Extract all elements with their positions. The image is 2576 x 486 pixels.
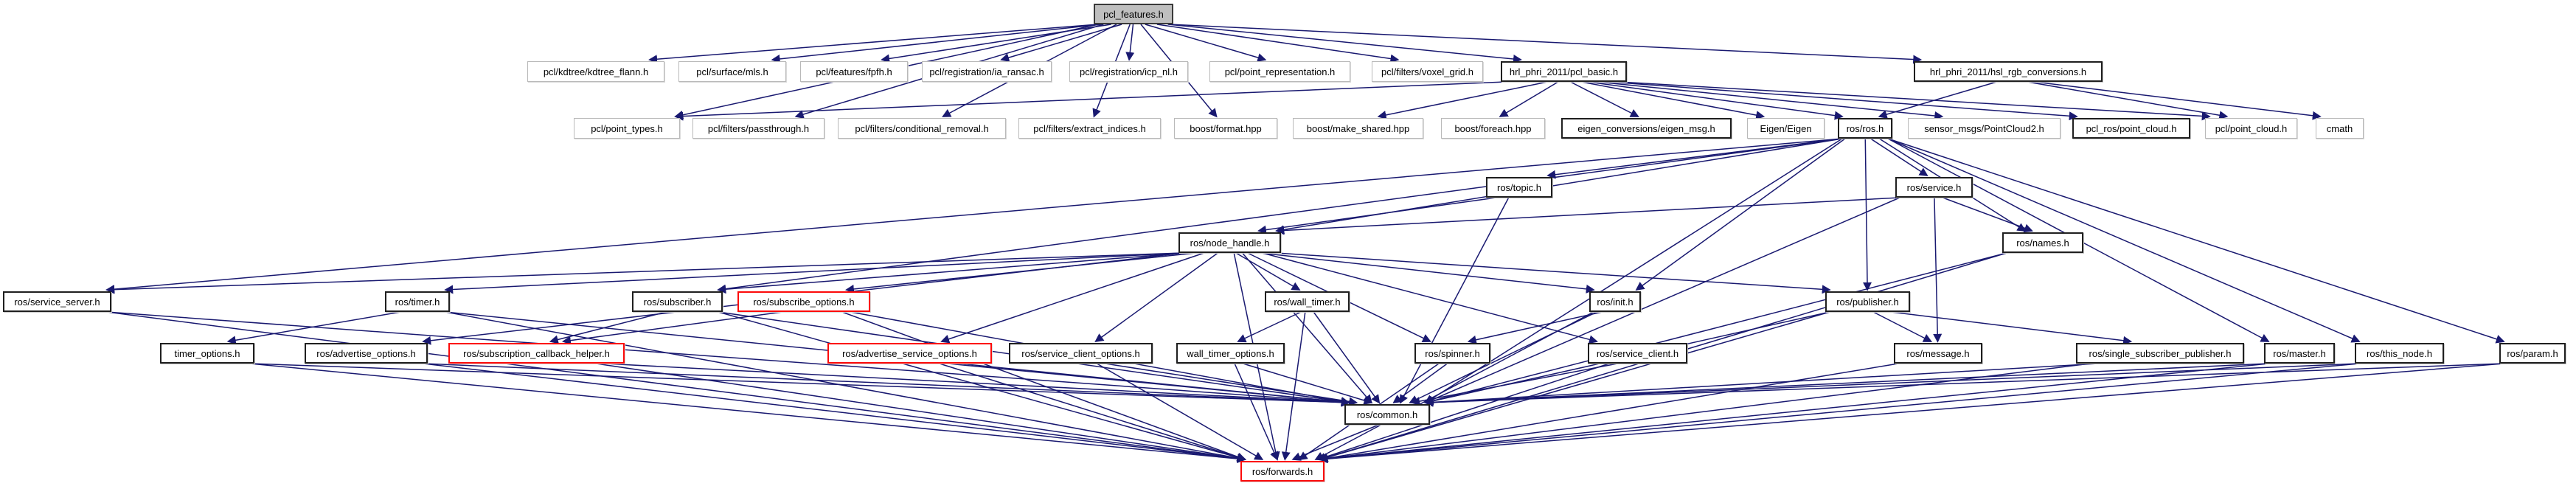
graph-edge-ros_ros-to-this_node: [1888, 139, 2359, 341]
graph-edge-service_server-to-forwards: [107, 312, 1245, 459]
graph-edge-wall_timer_options-to-forwards: [1235, 364, 1277, 459]
graph-node-label: ros/advertise_options.h: [316, 347, 416, 359]
graph-edge-features-to-mls: [772, 24, 1101, 60]
graph-edge-features-to-hsl: [1169, 24, 1920, 60]
graph-edge-hsl-to-ros_ros: [1879, 82, 1996, 117]
graph-node-label: timer_options.h: [174, 347, 240, 359]
graph-edge-node_handle-to-timer: [445, 253, 1183, 290]
graph-node-pcl-ros-pc[interactable]: [2072, 118, 2190, 139]
graph-node-wall-timer-options[interactable]: [1176, 343, 1285, 364]
graph-node-label: pcl/point_cloud.h: [2215, 122, 2288, 134]
graph-edge-ssp-to-forwards: [1320, 364, 2090, 459]
graph-node-foreach: [1441, 118, 1545, 139]
graph-node-label: pcl/filters/conditional_removal.h: [855, 122, 989, 134]
graph-node-format: [1174, 118, 1277, 139]
graph-node-service-server[interactable]: [3, 291, 111, 312]
graph-node-label: ros/init.h: [1597, 296, 1634, 308]
graph-node-service-client-options[interactable]: [1009, 343, 1153, 364]
graph-edge-node_handle-to-init: [1260, 253, 1594, 290]
graph-node-label: pcl/registration/ia_ransac.h: [929, 66, 1044, 77]
graph-node-subscribe-options[interactable]: [737, 291, 870, 312]
graph-edge-subscriber-to-sub_cb_helper: [551, 312, 667, 341]
graph-node-init[interactable]: [1589, 291, 1641, 312]
graph-node-icp-nl: [1069, 61, 1188, 82]
graph-node-label: hrl_phri_2011/pcl_basic.h: [1509, 66, 1619, 77]
graph-node-label: ros/this_node.h: [2367, 347, 2432, 359]
graph-node-label: pcl_features.h: [1103, 8, 1164, 20]
graph-node-label: pcl/surface/mls.h: [696, 66, 768, 77]
graph-edge-wall_timer-to-forwards: [1285, 312, 1305, 459]
graph-edge-adv_service_options-to-common: [948, 364, 1349, 403]
graph-node-label: ros/common.h: [1356, 409, 1418, 420]
graph-node-param[interactable]: [2499, 343, 2566, 364]
graph-edge-subscriber-to-forwards: [718, 312, 1245, 459]
graph-node-label: ros/node_handle.h: [1190, 237, 1270, 249]
graph-node-point-rep: [1209, 61, 1350, 82]
graph-node-label: ros/master.h: [2273, 347, 2326, 359]
graph-edge-topic-to-common: [1400, 198, 1509, 403]
graph-node-names[interactable]: [2002, 232, 2083, 253]
graph-node-label: ros/subscribe_options.h: [753, 296, 855, 308]
graph-node-wall-timer[interactable]: [1265, 291, 1350, 312]
graph-node-label: ros/single_subscriber_publisher.h: [2089, 347, 2232, 359]
graph-edge-node_handle-to-publisher: [1277, 253, 1830, 290]
graph-node-cmath: [2316, 118, 2364, 139]
graph-node-label: sensor_msgs/PointCloud2.h: [1924, 122, 2044, 134]
graph-edge-pcl_basic-to-make_shared: [1378, 82, 1547, 117]
graph-node-node-handle[interactable]: [1178, 232, 1281, 253]
graph-node-label: pcl_ros/point_cloud.h: [2086, 122, 2177, 134]
graph-edge-pcl_basic-to-pcl_pc: [1619, 82, 2209, 117]
graph-node-label: ros/topic.h: [1497, 181, 1541, 193]
graph-node-label: ros/subscription_callback_helper.h: [463, 347, 610, 359]
graph-node-voxel: [1372, 61, 1483, 82]
graph-node-spinner[interactable]: [1414, 343, 1490, 364]
graph-node-features: [1094, 4, 1173, 24]
graph-edge-publisher-to-forwards: [1320, 312, 1830, 459]
graph-edge-features-to-fpfh: [882, 24, 1111, 60]
graph-node-forwards[interactable]: [1240, 461, 1325, 482]
graph-node-label: pcl/registration/icp_nl.h: [1080, 66, 1178, 77]
graph-node-label: ros/message.h: [1906, 347, 1970, 359]
graph-edge-pcl_basic-to-pc2: [1597, 82, 1942, 117]
graph-edge-features-to-point_rep: [1145, 24, 1266, 60]
graph-node-adv-service-options[interactable]: [827, 343, 992, 364]
graph-node-label: pcl/kdtree/kdtree_flann.h: [543, 66, 649, 77]
graph-node-label: pcl/filters/voxel_grid.h: [1381, 66, 1473, 77]
graph-edge-this_node-to-common: [1426, 364, 2359, 403]
graph-node-common[interactable]: [1344, 404, 1430, 425]
graph-node-hsl[interactable]: [1914, 61, 2103, 82]
graph-node-make-shared: [1293, 118, 1423, 139]
graph-node-service[interactable]: [1895, 177, 1973, 198]
graph-node-label: ros/service_server.h: [14, 296, 100, 308]
graph-node-mls: [678, 61, 786, 82]
graph-node-label: pcl/point_types.h: [591, 122, 663, 134]
graph-node-label: ros/subscriber.h: [643, 296, 712, 308]
graph-node-label: boost/foreach.hpp: [1454, 122, 1532, 134]
graph-node-timer-options[interactable]: [160, 343, 254, 364]
graph-node-timer[interactable]: [385, 291, 450, 312]
graph-edge-ros_ros-to-param: [1888, 139, 2504, 341]
graph-edge-param-to-forwards: [1320, 364, 2504, 459]
graph-node-pcl-pc: [2205, 118, 2297, 139]
graph-node-label: ros/service.h: [1906, 181, 1962, 193]
graph-edge-pcl_basic-to-foreach: [1500, 82, 1558, 117]
graph-node-eigen: [1747, 118, 1825, 139]
graph-node-label: ros/advertise_service_options.h: [842, 347, 977, 359]
graph-node-label: ros/param.h: [2507, 347, 2558, 359]
graph-edge-publisher-to-message: [1873, 312, 1931, 341]
graph-node-service-client[interactable]: [1588, 343, 1687, 364]
graph-node-topic[interactable]: [1486, 177, 1552, 198]
graph-node-label: eigen_conversions/eigen_msg.h: [1577, 122, 1715, 134]
graph-node-passthrough: [692, 118, 824, 139]
graph-node-point-types: [574, 118, 680, 139]
graph-edge-timer-to-forwards: [445, 312, 1245, 459]
graph-node-subscriber[interactable]: [632, 291, 723, 312]
graph-edge-sub_cb_helper-to-forwards: [596, 364, 1245, 459]
graph-node-label: boost/make_shared.hpp: [1306, 122, 1410, 134]
graph-edge-node_handle-to-wall_timer: [1236, 253, 1299, 290]
graph-node-label: pcl/features/fpfh.h: [816, 66, 892, 77]
graph-edge-pcl_basic-to-pcl_ros_pc: [1609, 82, 2077, 117]
graph-edge-timer_options-to-common: [250, 364, 1349, 403]
graph-node-label: ros/ros.h: [1846, 122, 1884, 134]
graph-node-master[interactable]: [2264, 343, 2335, 364]
graph-node-label: ros/forwards.h: [1251, 465, 1313, 477]
graph-node-label: ros/timer.h: [395, 296, 440, 308]
graph-node-extract: [1018, 118, 1161, 139]
graph-edge-features-to-icp_nl: [1129, 24, 1133, 60]
graph-node-label: pcl/filters/extract_indices.h: [1033, 122, 1146, 134]
graph-edge-wall_timer-to-common: [1313, 312, 1379, 403]
graph-node-eigen-msg[interactable]: [1561, 118, 1732, 139]
graph-node-pcl-basic[interactable]: [1501, 61, 1627, 82]
graph-edge-hsl-to-cmath: [2035, 82, 2320, 117]
graph-node-ros-ros[interactable]: [1838, 118, 1892, 139]
graph-node-this-node[interactable]: [2355, 343, 2444, 364]
graph-node-label: ros/spinner.h: [1425, 347, 1480, 359]
graph-node-label: ros/publisher.h: [1836, 296, 1899, 308]
graph-edge-service-to-names: [1943, 198, 2032, 231]
graph-node-advertise-options[interactable]: [305, 343, 428, 364]
graph-node-cond-removal: [838, 118, 1006, 139]
graph-edge-features-to-pcl_basic: [1168, 24, 1521, 60]
graph-node-label: hrl_phri_2011/hsl_rgb_conversions.h: [1929, 66, 2087, 77]
graph-edge-ros_ros-to-subscriber: [718, 139, 1842, 290]
graph-node-label: wall_timer_options.h: [1187, 347, 1274, 359]
graph-edge-service_server-to-common: [107, 312, 1349, 403]
graph-node-label: boost/format.hpp: [1190, 122, 1262, 134]
graph-edge-features-to-kdtree: [650, 24, 1098, 60]
graph-node-label: pcl/filters/passthrough.h: [707, 122, 810, 134]
graph-edge-ros_ros-to-init: [1636, 139, 1845, 290]
graph-node-fpfh: [800, 61, 908, 82]
graph-edge-publisher-to-ssp: [1891, 312, 2131, 341]
graph-node-label: ros/wall_timer.h: [1274, 296, 1341, 308]
graph-edge-pcl_basic-to-point_types: [676, 82, 1505, 117]
graph-node-label: ros/service_client.h: [1596, 347, 1679, 359]
graph-node-publisher[interactable]: [1825, 291, 1910, 312]
graph-node-message[interactable]: [1894, 343, 1982, 364]
graph-edge-this_node-to-forwards: [1320, 364, 2359, 459]
graph-node-sub-cb-helper[interactable]: [448, 343, 625, 364]
graph-node-label: ros/names.h: [2016, 237, 2069, 249]
graph-node-label: ros/service_client_options.h: [1021, 347, 1140, 359]
graph-node-label: cmath: [2326, 122, 2353, 134]
graph-edge-node_handle-to-common: [1243, 253, 1372, 403]
graph-node-ia-ransac: [922, 61, 1052, 82]
graph-node-ssp[interactable]: [2076, 343, 2244, 364]
graph-node-label: Eigen/Eigen: [1760, 122, 1812, 134]
graph-edge-ros_ros-to-publisher: [1865, 139, 1867, 290]
graph-edge-node_handle-to-service_client_options: [1096, 253, 1218, 341]
graph-node-kdtree: [527, 61, 664, 82]
graph-edge-service-to-message: [1934, 198, 1938, 341]
graph-node-pc2: [1908, 118, 2061, 139]
graph-node-label: pcl/point_representation.h: [1224, 66, 1336, 77]
